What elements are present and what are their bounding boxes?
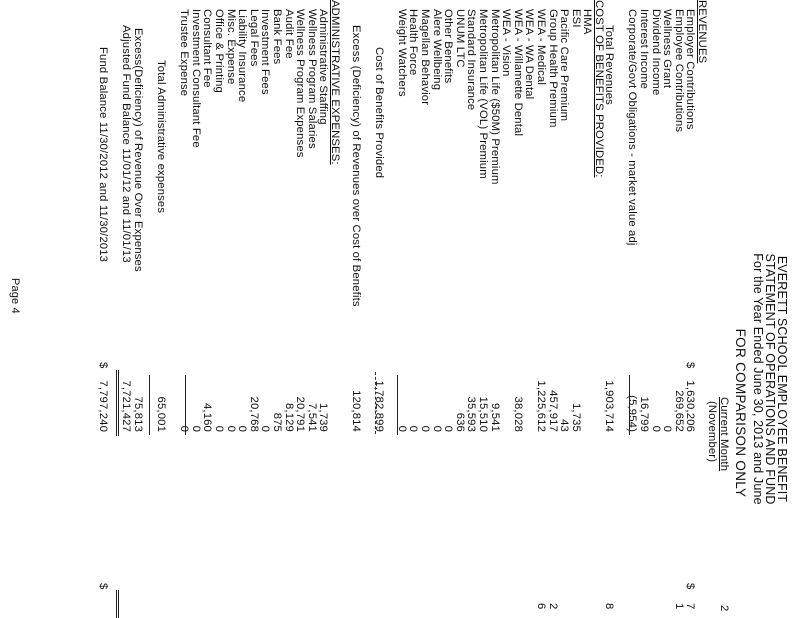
benefit-item-label: Magellan Behavior	[419, 9, 432, 106]
comparison-banner: FOR COMPARISON ONLY	[733, 328, 748, 498]
admin-item-label: Office & Printing	[213, 9, 226, 93]
total-admin-label: Total Administrative expenses	[155, 60, 168, 214]
admin-item-label: Liability Insurance	[236, 9, 249, 103]
revenues-heading: REVENUES	[696, 0, 708, 64]
admin-item-row	[212, 0, 224, 618]
admin-item-value: 0	[189, 425, 202, 432]
admin-item-value: 0	[259, 425, 272, 432]
benefit-item-right-fragment: 2	[546, 603, 559, 610]
admin-item-value: 0	[236, 425, 249, 432]
admin-item-row	[189, 0, 201, 618]
benefit-item-label: Pacific Care Premium	[558, 9, 571, 122]
report-title: EVERETT SCHOOL EMPLOYEE BENEFIT	[775, 255, 789, 503]
admin-item-label: Trustee Expense	[178, 9, 191, 97]
revenue-item-value: 269,652	[672, 390, 685, 432]
revenue-item-value: 0	[649, 425, 662, 432]
admin-heading: ADMINISTRATIVE EXPENSES:	[329, 0, 341, 165]
report-subtitle: STATEMENT OF OPERATIONS AND FUND	[763, 253, 777, 505]
fund-balance-right-dollar: $	[97, 583, 110, 590]
admin-item-row	[247, 0, 259, 618]
benefit-item-row	[558, 0, 570, 618]
benefit-items	[395, 0, 592, 618]
rule-admin-total	[185, 375, 186, 435]
revenue-item-value: 1,630,206	[684, 380, 697, 432]
benefit-item-label: Other Benefits	[442, 9, 455, 84]
admin-item-row	[294, 0, 306, 618]
revenue-item-label: Dividend Income	[649, 9, 662, 96]
admin-item-row	[201, 0, 213, 618]
benefit-item-row	[581, 0, 593, 618]
benefit-item-value: 1,225,612	[535, 380, 548, 432]
admin-item-value: 4,160	[201, 402, 214, 432]
adjusted-balance-label: Adjusted Fund Balance 11/01/12 and 11/01/13	[120, 25, 133, 263]
benefit-item-label: Metropolitan Life ($50M) Premium	[488, 9, 501, 185]
revenue-item-label: Employee Contributions	[672, 9, 685, 133]
benefit-item-row	[419, 0, 431, 618]
fund-balance-label: Fund Balance 11/30/2012 and 11/30/2013	[97, 47, 110, 263]
benefit-item-right-fragment: 6	[535, 603, 548, 610]
fund-balance-dollar: $	[97, 362, 110, 369]
admin-item-label: Misc. Expense	[224, 9, 237, 85]
admin-item-value: 1,739	[317, 402, 330, 432]
benefit-item-label: HMA	[581, 9, 594, 35]
benefit-item-label: Alere Wellbeing	[430, 9, 443, 91]
rule-fund-balance	[116, 370, 119, 436]
benefit-item-row	[407, 0, 419, 618]
admin-item-label: Legal Fees	[247, 9, 260, 67]
revenue-item-row	[672, 0, 684, 618]
admin-items	[178, 0, 329, 618]
benefit-item-row	[546, 0, 558, 618]
admin-item-label: Wellness Program Expenses	[294, 9, 307, 158]
admin-item-value: 7,541	[305, 402, 318, 432]
benefit-item-value: 1,735	[569, 402, 582, 432]
benefit-item-row	[488, 0, 500, 618]
benefit-item-row	[395, 0, 407, 618]
benefit-item-value: 15,510	[477, 396, 490, 432]
revenue-item-right-fragment: 1	[672, 603, 685, 610]
admin-item-label: Investment Consultant Fee	[189, 9, 202, 148]
benefit-item-value: 636	[453, 412, 466, 432]
admin-item-label: Consultant Fee	[201, 9, 214, 88]
admin-item-label: Wellness Program Salaries	[305, 9, 318, 149]
column-current-month-sub: (November)	[706, 401, 718, 463]
admin-item-row	[236, 0, 248, 618]
benefit-item-row	[523, 0, 535, 618]
admin-item-value: 20,791	[294, 396, 307, 432]
rule-fund-balance-right	[116, 590, 119, 618]
benefit-item-row	[430, 0, 442, 618]
report-period: For the Year Ended June 30, 2013 and June	[751, 253, 765, 505]
admin-item-label: Investment Fees	[259, 9, 272, 95]
admin-item-value: 20,768	[247, 396, 260, 432]
benefit-item-value: 0	[407, 425, 420, 432]
benefit-item-label: WEA - Willamette Dental	[511, 9, 524, 137]
benefit-item-row	[453, 0, 465, 618]
admin-item-row	[317, 0, 329, 618]
revenue-item-value: 0	[661, 425, 674, 432]
benefit-item-label: Standard Insurance	[465, 9, 478, 111]
benefit-item-value: 43	[558, 419, 571, 432]
benefit-item-value: 0	[419, 425, 432, 432]
total-revenues-label: Total Revenues	[603, 25, 616, 105]
benefit-item-label: Group Health Premium	[546, 9, 559, 128]
admin-item-row	[305, 0, 317, 618]
benefit-item-value: 35,593	[465, 396, 478, 432]
benefit-item-row	[476, 0, 488, 618]
rule-revenues-total	[629, 375, 630, 435]
revenue-item-right-fragment: 7	[684, 603, 697, 610]
benefit-item-label: Weight Watchers	[395, 9, 408, 97]
benefit-item-value: 38,028	[511, 396, 524, 432]
admin-item-label: Bank Fees	[271, 9, 284, 65]
page-number: Page 4	[9, 278, 21, 314]
admin-item-value: 875	[271, 412, 284, 432]
benefit-item-value: 457,917	[546, 390, 559, 432]
rule-summary	[149, 375, 150, 435]
admin-item-row	[270, 0, 282, 618]
admin-item-value: 8,129	[282, 402, 295, 432]
column-current-month: Current Month	[718, 397, 730, 472]
benefit-item-label: WEA - Medical	[535, 9, 548, 86]
rule-benefits-total	[397, 375, 398, 435]
admin-item-value: 0	[213, 425, 226, 432]
admin-item-row	[259, 0, 271, 618]
revenue-item-row	[637, 0, 649, 618]
benefit-item-label: Health Force	[407, 9, 420, 76]
revenue-item-value: 16,799	[638, 396, 651, 432]
revenue-item-dollar: $	[684, 362, 697, 369]
benefit-item-label: ESI	[569, 9, 582, 28]
admin-item-row	[178, 0, 190, 618]
benefit-item-label: Metropolitan Life (VOL) Premium	[477, 9, 490, 179]
revenue-item-label: Employer Contributions	[684, 9, 697, 130]
benefit-item-value: 0	[442, 425, 455, 432]
fund-balance-value: 7,797,240	[97, 380, 110, 432]
benefits-section	[349, 0, 604, 618]
benefit-item-label: UNUM LTC	[453, 9, 466, 68]
benefit-item-value: 0	[430, 425, 443, 432]
excess-benefits-label: Excess (Deficiency) of Revenues over Cost of Benefits	[349, 25, 362, 307]
total-revenues-right: 8	[603, 603, 616, 610]
benefit-item-row	[465, 0, 477, 618]
adjusted-balance-value: 7,721,427	[120, 380, 133, 432]
benefit-item-value: 0	[395, 425, 408, 432]
benefit-item-row	[500, 0, 512, 618]
benefit-item-row	[511, 0, 523, 618]
benefit-item-row	[569, 0, 581, 618]
benefit-item-value: 9,541	[488, 402, 501, 432]
revenues-section	[603, 0, 707, 618]
revenue-item-label: Wellness Grant	[661, 9, 674, 89]
revenue-item-label: Corporate/Govt Obligations - market value adj	[626, 9, 639, 246]
column-second-fragment: 2	[718, 605, 730, 612]
benefit-item-label: WEA - Vision	[500, 9, 513, 77]
admin-item-row	[224, 0, 236, 618]
benefit-item-row	[534, 0, 546, 618]
excess-benefits-value: 120,814	[349, 390, 362, 432]
cost-of-benefits-value: 1,782,899	[372, 380, 385, 432]
admin-item-value: 0	[178, 425, 191, 432]
revenue-item-value: (5,954)	[626, 395, 639, 432]
revenue-item-row	[661, 0, 673, 618]
revenue-item-row	[649, 0, 661, 618]
cost-of-benefits-label: Cost of Benefits Provided	[372, 47, 385, 179]
revenue-item-right-dollar: $	[684, 583, 697, 590]
admin-item-value: 0	[224, 425, 237, 432]
revenue-items	[626, 0, 696, 618]
revenue-item-row	[626, 0, 638, 618]
admin-item-row	[282, 0, 294, 618]
admin-item-label: Audit Fee	[282, 9, 295, 59]
admin-item-label: Administrative Staffing	[317, 9, 330, 125]
total-admin-value: 65,001	[155, 396, 168, 432]
benefits-heading: COST OF BENEFITS PROVIDED:	[593, 0, 605, 178]
revenue-item-label: Interest Income	[638, 9, 651, 90]
revenue-item-row	[684, 0, 696, 618]
benefit-item-label: WEA - WA Dental	[523, 9, 536, 100]
admin-section	[97, 0, 340, 618]
rule-excess-benefits	[375, 372, 376, 434]
summary-excess-value: 75,813	[131, 396, 144, 432]
total-revenues-value: 1,903,714	[603, 380, 616, 432]
summary-excess-label: Excess(Deficiency) of Revenue Over Expenses	[131, 28, 144, 272]
benefit-item-row	[442, 0, 454, 618]
